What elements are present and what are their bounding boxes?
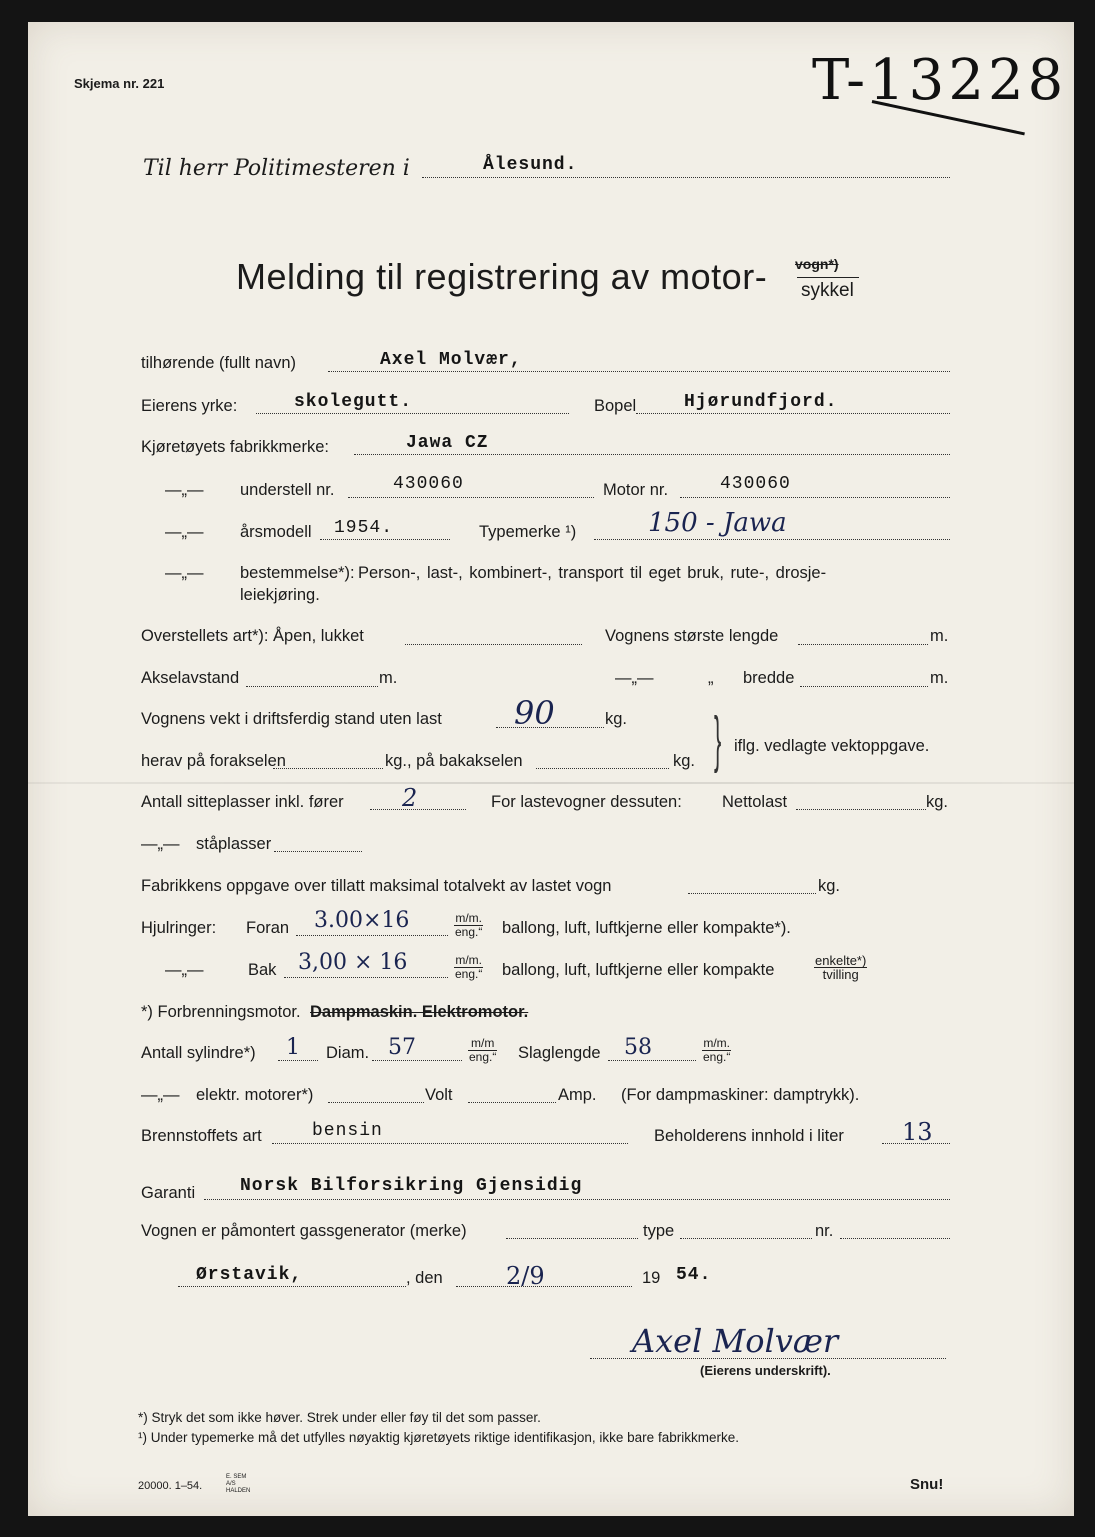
occupation-label: Eierens yrke: [141, 397, 238, 415]
rear-axle-line [536, 768, 669, 769]
make-label: Kjøretøyets fabrikkmerke: [141, 438, 329, 456]
standing-label: ståplasser [196, 835, 272, 853]
weight-note: iflg. vedlagte vektoppgave. [734, 737, 930, 755]
footnote-star: *) Stryk det som ikke høver. Strek under eller føy til det som passer. [138, 1410, 541, 1425]
motor-line [680, 497, 950, 498]
ditto-mark: —„— [141, 835, 180, 853]
owner-label: tilhørende (fullt navn) [141, 354, 296, 372]
tire-mount-options: enkelte*) tvilling [815, 953, 867, 982]
wheelbase-line [246, 686, 378, 687]
chassis-label: understell nr. [240, 481, 335, 499]
rear-tire-types: ballong, luft, luftkjerne eller kompakte [502, 961, 775, 979]
stroke-unit: m/m. eng.“ [703, 1036, 731, 1064]
ditto-mark: —„— [615, 669, 654, 687]
diameter-line [372, 1060, 462, 1061]
rear-wheel-value: 3,00 × 16 [298, 950, 408, 975]
owner-signature: Axel Molvær [632, 1322, 839, 1360]
width-unit: m. [930, 669, 949, 687]
rear-axle-unit: kg. [673, 752, 696, 770]
purpose-options: Person-, last-, kombinert-, transport til eget bruk, rute-, drosje- [358, 564, 827, 582]
residence-label: Bopel [594, 397, 637, 415]
paper-fold [28, 782, 1074, 784]
volt-label: Volt [425, 1086, 453, 1104]
front-axle-line [273, 768, 383, 769]
front-wheel-unit: m/m. eng.“ [455, 911, 483, 939]
front-wheel-line [296, 935, 448, 936]
form-title: Melding til registrering av motor- [236, 256, 768, 297]
gas-type-line [680, 1238, 812, 1239]
gas-number-label: nr. [815, 1222, 834, 1240]
residence-line [636, 413, 950, 414]
gas-number-line [840, 1238, 950, 1239]
date-value: 2/9 [506, 1262, 545, 1290]
weight-label: Vognens vekt i driftsferdig stand uten last [141, 710, 442, 728]
gas-generator-label: Vognen er påmontert gassgenerator (merke) [141, 1222, 467, 1240]
ditto-comma: „ [708, 669, 714, 687]
body-line [405, 644, 582, 645]
width-label: bredde [743, 669, 795, 687]
rear-axle-label: kg., på bakakselen [385, 752, 523, 770]
print-run-info: 20000. 1–54. [138, 1480, 203, 1492]
cylinders-value: 1 [286, 1035, 300, 1060]
motor-value: 430060 [720, 474, 791, 494]
amp-label: Amp. [558, 1086, 597, 1104]
length-line [798, 644, 928, 645]
chassis-value: 430060 [393, 474, 464, 494]
body-label: Overstellets art*): Åpen, lukket [141, 627, 364, 645]
cylinders-line [278, 1060, 318, 1061]
seats-value: 2 [402, 784, 418, 812]
diameter-unit: m/m eng.“ [469, 1036, 497, 1064]
date-label: , den [406, 1269, 443, 1287]
type-label: Typemerke ¹) [479, 523, 577, 541]
weight-unit: kg. [605, 710, 628, 728]
standing-line [274, 851, 362, 852]
ditto-mark: —„— [165, 523, 204, 541]
type-line [594, 539, 950, 540]
netload-label: Nettolast [722, 793, 788, 811]
front-axle-label: herav på forakselen [141, 752, 286, 770]
purpose-options-cont: leiekjøring. [240, 586, 320, 604]
owner-line [328, 371, 950, 372]
fuel-label: Brennstoffets art [141, 1127, 262, 1145]
turn-over-note: Snu! [910, 1476, 944, 1493]
front-wheel-value: 3.00×16 [314, 908, 410, 933]
max-weight-label: Fabrikkens oppgave over tillatt maksimal totalvekt av lastet vogn [141, 877, 612, 895]
form-page [28, 22, 1074, 1516]
diameter-value: 57 [388, 1035, 416, 1060]
weight-brace: } [714, 705, 722, 774]
year-label: årsmodell [240, 523, 312, 541]
year-prefix: 19 [642, 1269, 661, 1287]
warranty-line [204, 1199, 950, 1200]
make-value: Jawa CZ [406, 433, 489, 453]
fuel-value: bensin [312, 1121, 383, 1141]
warranty-value: Norsk Bilforsikring Gjensidig [240, 1176, 583, 1196]
year-value: 1954. [334, 518, 394, 538]
occupation-value: skolegutt. [294, 392, 413, 412]
wheels-label: Hjulringer: [141, 919, 217, 937]
cylinders-label: Antall sylindre*) [141, 1044, 256, 1062]
diameter-label: Diam. [326, 1044, 370, 1062]
title-option-vogn: vogn*) [795, 256, 839, 272]
width-line [800, 686, 928, 687]
seats-label: Antall sitteplasser inkl. fører [141, 793, 344, 811]
year-line [320, 539, 450, 540]
type-value: 150 - Jawa [648, 508, 787, 538]
addressee-label: Til herr Politimesteren i [143, 156, 410, 181]
make-line [354, 454, 950, 455]
addressee-value: Ålesund. [483, 155, 578, 175]
addressee-line [422, 177, 950, 178]
length-unit: m. [930, 627, 949, 645]
stroke-value: 58 [624, 1035, 652, 1060]
tank-label: Beholderens innhold i liter [654, 1127, 844, 1145]
length-label: Vognens største lengde [605, 627, 779, 645]
ditto-mark: —„— [165, 564, 204, 582]
stroke-line [608, 1060, 696, 1061]
electric-motors-label: elektr. motorer*) [196, 1086, 314, 1104]
signature-label: (Eierens underskrift). [700, 1363, 831, 1378]
ditto-mark: —„— [165, 961, 204, 979]
owner-value: Axel Molvær, [380, 350, 522, 370]
seats-line [370, 809, 466, 810]
year-suffix: 54. [676, 1265, 712, 1285]
place-value: Ørstavik, [196, 1265, 303, 1285]
ditto-mark: —„— [141, 1086, 180, 1104]
wheelbase-label: Akselavstand [141, 669, 240, 687]
ditto-mark: —„— [165, 481, 204, 499]
netload-line [796, 809, 926, 810]
chassis-line [348, 497, 594, 498]
engine-type-label: *) Forbrenningsmotor. [141, 1003, 301, 1021]
max-weight-unit: kg. [818, 877, 841, 895]
gas-generator-line [506, 1238, 638, 1239]
rear-wheel-unit: m/m. eng.“ [455, 953, 483, 981]
place-line [178, 1286, 406, 1287]
volt-line [468, 1102, 556, 1103]
form-number: Skjema nr. 221 [74, 76, 165, 91]
title-fraction-bar [797, 277, 859, 278]
weight-value: 90 [514, 694, 555, 732]
fuel-line [272, 1143, 628, 1144]
cargo-label: For lastevogner dessuten: [491, 793, 682, 811]
max-weight-line [688, 893, 816, 894]
tank-value: 13 [902, 1118, 933, 1146]
rear-wheel-line [284, 977, 448, 978]
motor-label: Motor nr. [603, 481, 669, 499]
title-option-sykkel: sykkel [801, 280, 854, 301]
wheelbase-unit: m. [379, 669, 398, 687]
front-tire-types: ballong, luft, luftkjerne eller kompakte*). [502, 919, 791, 937]
residence-value: Hjørundfjord. [684, 392, 838, 412]
netload-unit: kg. [926, 793, 949, 811]
footnote-one: ¹) Under typemerke må det utfylles nøyaktig kjøretøyets riktige identifikasjon, ikke bare fabrikkmerke. [138, 1430, 739, 1445]
warranty-label: Garanti [141, 1184, 196, 1202]
electric-motors-line [328, 1102, 424, 1103]
front-wheel-label: Foran [246, 919, 290, 937]
purpose-label: bestemmelse*): [240, 564, 355, 582]
signature-line [590, 1358, 946, 1359]
engine-type-struck: Dampmaskin. Elektromotor. [310, 1003, 529, 1021]
gas-type-label: type [643, 1222, 675, 1240]
steam-pressure-note: (For dampmaskiner: damptrykk). [621, 1086, 860, 1104]
stroke-label: Slaglengde [518, 1044, 601, 1062]
occupation-line [256, 413, 569, 414]
reference-number: T-13228 [812, 48, 1068, 113]
printer-name: E. SEM A/S HALDEN [226, 1474, 251, 1494]
rear-wheel-label: Bak [248, 961, 277, 979]
